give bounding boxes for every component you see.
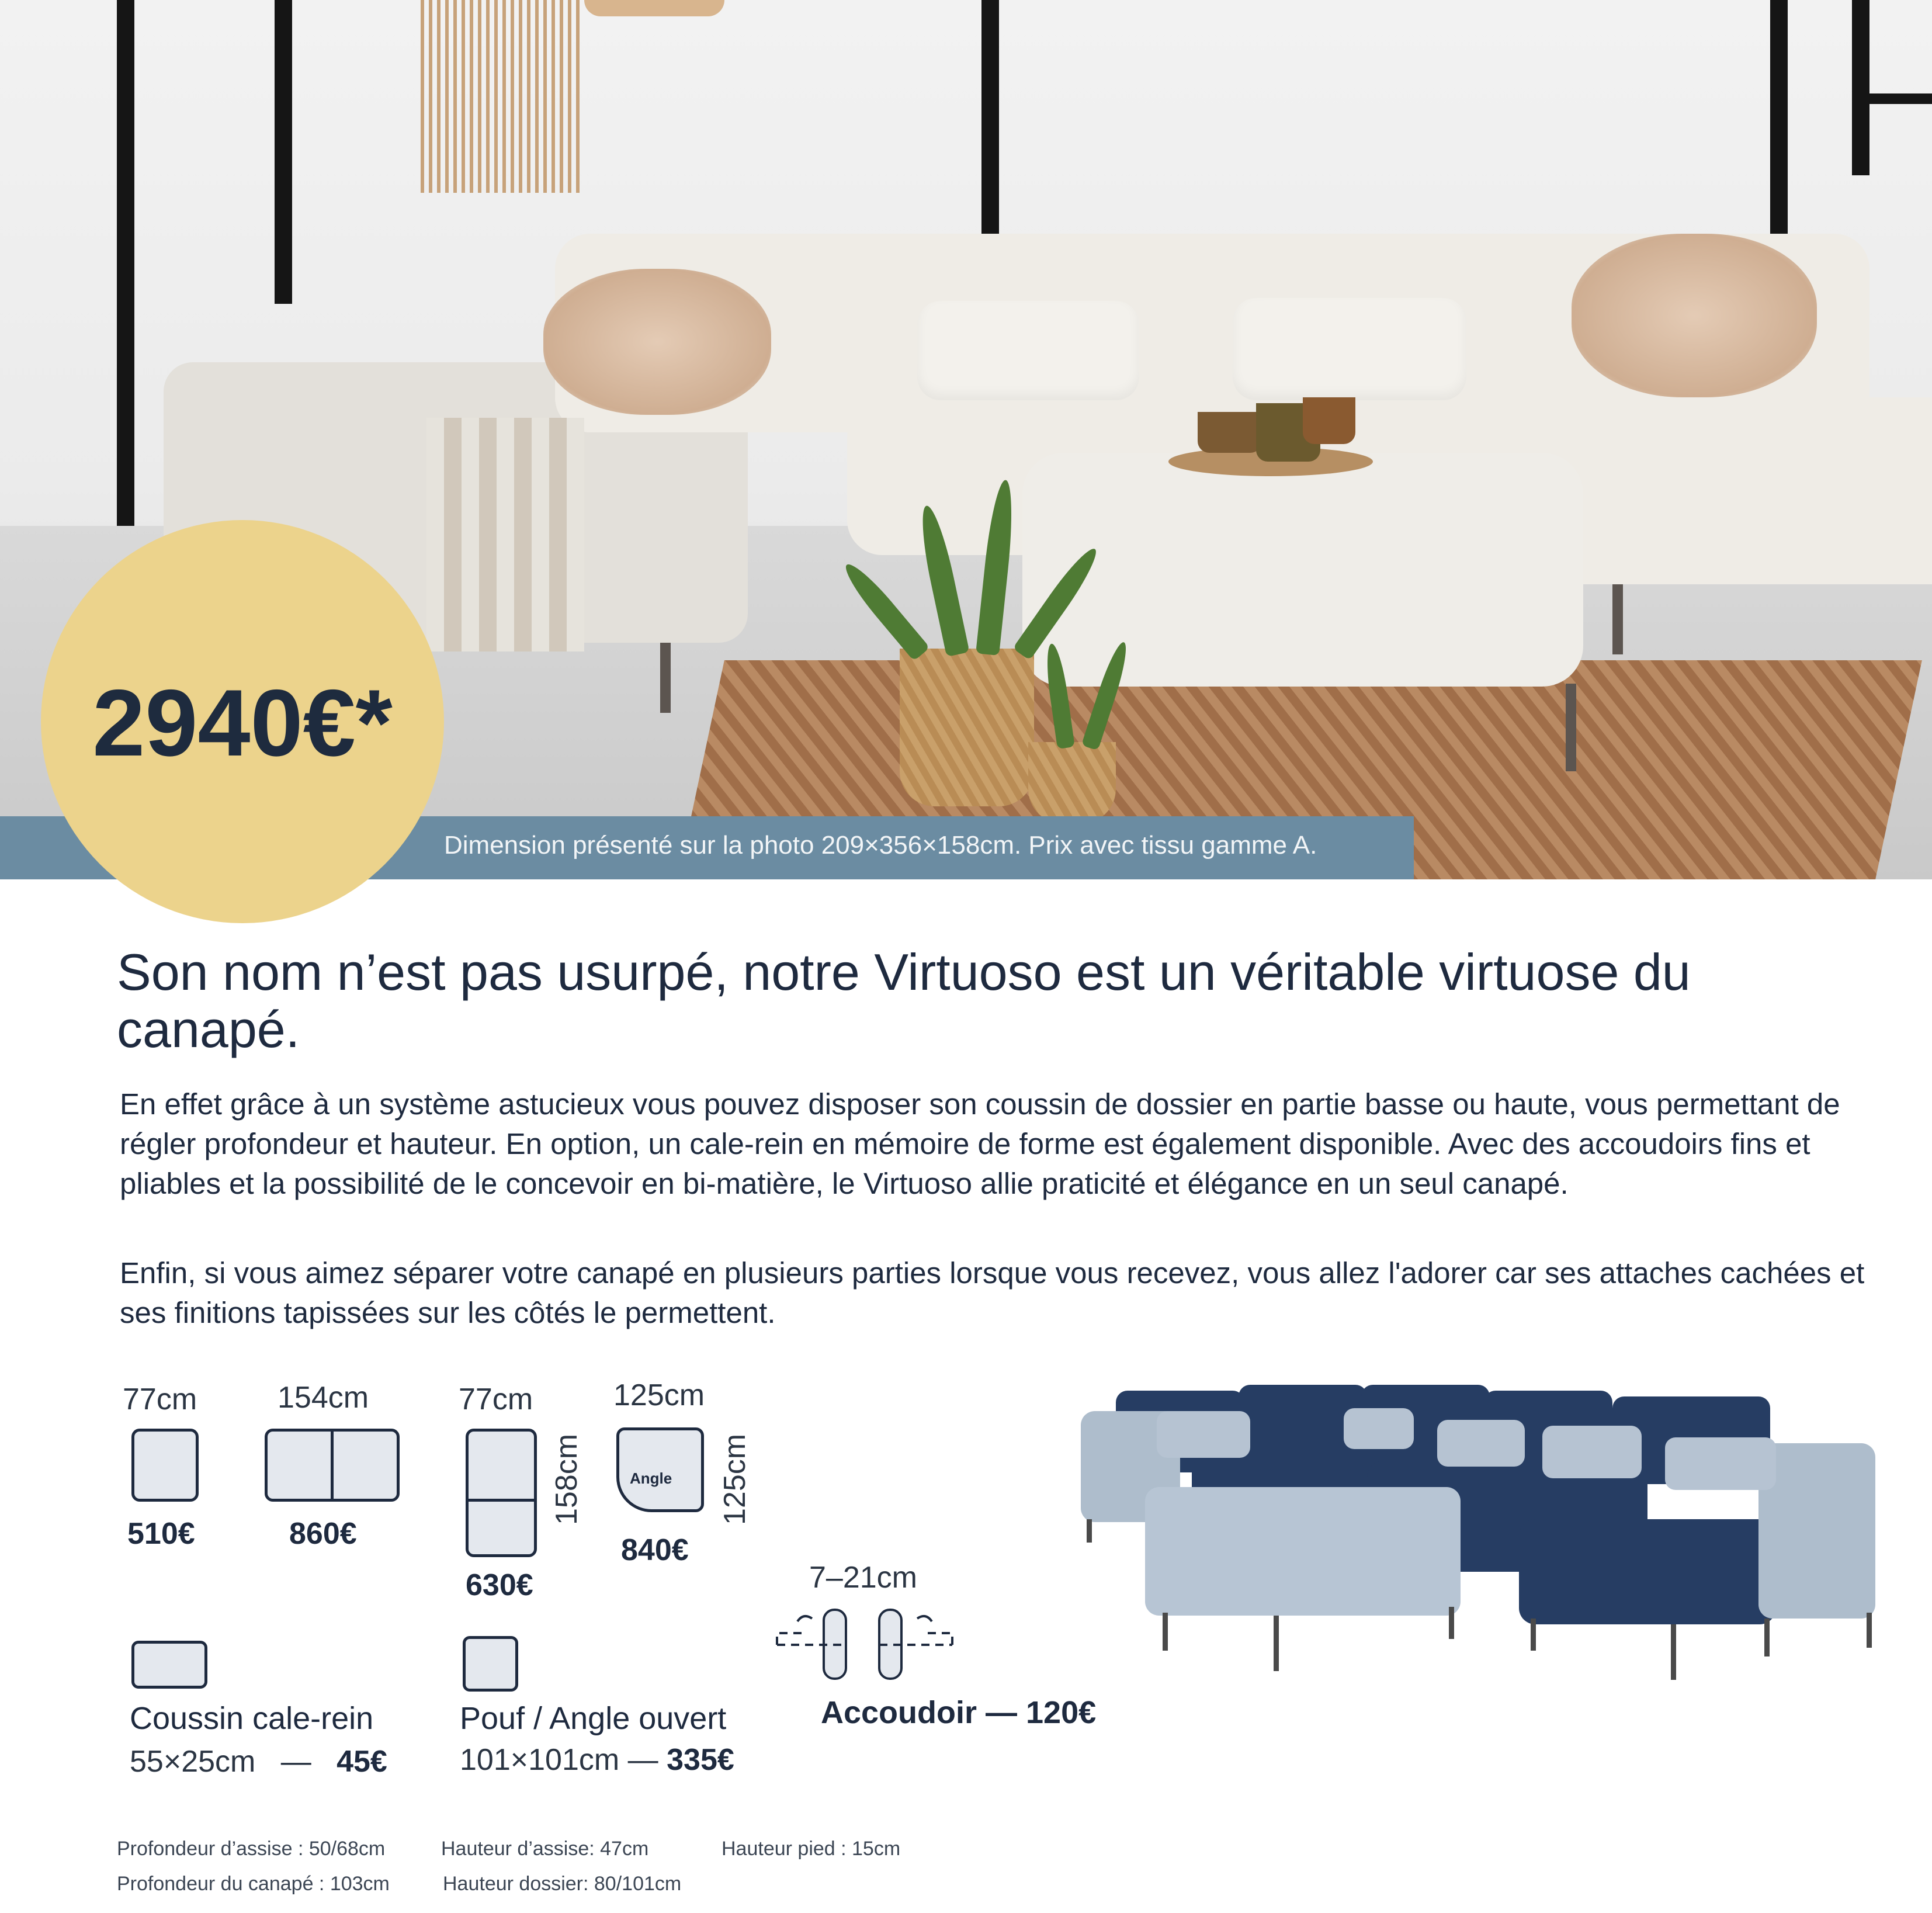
- description-paragraph-1: En effet grâce à un système astucieux vous pouvez disposer son coussin de dossier en partie basse ou haute, vous permettant de régler profondeur et hauteur. En option, un cale-rein en mémoire de forme est également disponible. Avec des accoudoirs fins et pliables et la possibilité de le concevoir en bi-matière, le Virtuoso allie praticité et élégance en un seul canapé.: [120, 1087, 1840, 1200]
- module-1-width: 77cm: [123, 1382, 197, 1416]
- cushion-label: Coussin cale-rein: [130, 1701, 374, 1736]
- module-4-depth: 125cm: [718, 1433, 752, 1525]
- cushion-size: 55×25cm: [130, 1745, 256, 1779]
- armrest-label: Accoudoir — 120€: [821, 1695, 1097, 1730]
- cushion-diagram: [131, 1641, 207, 1689]
- module-4-price: 840€: [621, 1533, 689, 1567]
- armrest-diagram: [771, 1601, 958, 1683]
- module-4-width: 125cm: [613, 1378, 705, 1412]
- pouf-label: Pouf / Angle ouvert: [460, 1701, 727, 1736]
- spec-sofa-depth: Profondeur du canapé : 103cm: [117, 1873, 390, 1895]
- armrest-range: 7–21cm: [809, 1561, 917, 1595]
- module-3-width: 77cm: [459, 1382, 533, 1416]
- module-2-diagram-right: [331, 1429, 400, 1502]
- module-2-price: 860€: [289, 1517, 357, 1551]
- module-2-width: 154cm: [278, 1381, 369, 1415]
- module-2-diagram-left: [265, 1429, 334, 1502]
- cushion-size-price: [130, 1744, 387, 1779]
- pouf-sep: —: [627, 1743, 658, 1777]
- description-paragraph-2: Enfin, si vous aimez séparer votre canapé en plusieurs parties lorsque vous recevez, vous allez l'adorer car ses attaches cachées et ses finitions tapissées sur les côtés le permettent.: [120, 1256, 1865, 1329]
- product-photo: [1075, 1367, 1887, 1683]
- module-4-tag: Angle: [630, 1470, 672, 1487]
- module-1-price: 510€: [127, 1517, 195, 1551]
- module-3-depth: 158cm: [550, 1433, 584, 1525]
- spec-seat-depth: Profondeur d’assise : 50/68cm: [117, 1838, 386, 1860]
- pouf-price: 335€: [667, 1743, 734, 1777]
- pouf-size: 101×101cm: [460, 1743, 620, 1777]
- spec-back-height: Hauteur dossier: 80/101cm: [443, 1873, 682, 1895]
- pouf-size-price: [460, 1742, 734, 1777]
- module-3-diagram-back: [466, 1429, 537, 1502]
- cushion-sep: —: [280, 1745, 311, 1779]
- photo-caption: Dimension présenté sur la photo 209×356×158cm. Prix avec tissu gamme A.: [444, 831, 1317, 860]
- module-1-diagram: [131, 1429, 199, 1502]
- module-3-price: 630€: [466, 1568, 533, 1602]
- spec-foot-height: Hauteur pied : 15cm: [722, 1838, 901, 1860]
- price-value: 2940€*: [92, 670, 393, 776]
- headline: Son nom n’est pas usurpé, notre Virtuoso est un véritable virtuose du canapé.: [117, 943, 1691, 1058]
- spec-seat-height: Hauteur d’assise: 47cm: [441, 1838, 649, 1860]
- module-3-diagram-seat: [466, 1499, 537, 1557]
- cushion-price: 45€: [337, 1745, 387, 1779]
- pouf-diagram: [463, 1636, 518, 1692]
